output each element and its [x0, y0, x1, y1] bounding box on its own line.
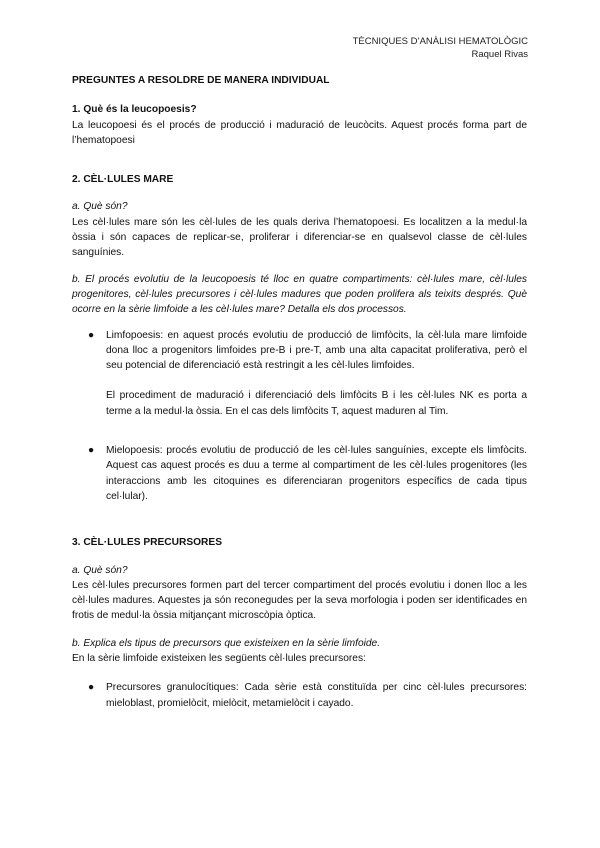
section-3-question-a: a. Què són?: [72, 564, 128, 576]
list-item-limfopoesis: [72, 328, 527, 374]
section-2-bullet-list-2: [72, 443, 527, 504]
page-header: [353, 35, 528, 61]
section-3-bullet-list: [72, 680, 527, 711]
bullet-icon: ●: [88, 682, 95, 694]
section-3-intro-b: En la sèrie limfoide existeixen les següents cèl·lules precursores:: [72, 653, 366, 665]
list-item-precursores-granulocitiques: [72, 680, 527, 711]
bullet-icon: ●: [88, 445, 95, 457]
header-author: Raquel Rivas: [471, 49, 528, 60]
limfopoesis-extra-paragraph: El procediment de maduració i diferenciació dels limfòcits B i les cèl·lules NK es porta a terme a la medul·la òssia. En el cas dels limfòcits T, aquest maduren al Tim.: [106, 390, 527, 417]
bullet-icon: ●: [88, 329, 95, 341]
question-1-heading: 1. Què és la leucopoesis?: [72, 104, 197, 116]
mielopoesis-text: Mielopoesis: procés evolutiu de producció de les cèl·lules sanguínies, excepte els limfòcits. Aquest cas aquest procés es duu a terme al compartiment de les cèl·lules progenitores (les interaccions amb les citoquines es diferenciaran progenitors específics de cada tipus cel·lular).: [106, 445, 527, 502]
section-2-bullet-list: [72, 328, 527, 374]
section-3-answer-a: Les cèl·lules precursores formen part del tercer compartiment del procés evolutiu i donen lloc a les cèl·lules madures. Aquestes ja són reconegudes per la seva morfologia i poden ser identificades en frotis de medul·la òssia mitjançant microscòpia òptica.: [72, 579, 527, 622]
section-2-heading: 2. CÈL·LULES MARE: [72, 174, 174, 186]
section-3-question-b: b. Explica els tipus de precursors que existeixen en la sèrie limfoide.: [72, 637, 381, 649]
section-2-question-b: b. El procés evolutiu de la leucopoesis té lloc en quatre compartiments: cèl·lules mare, cèl·lules progenitores, cèl·lules precursores i cèl·lules madures que poden prolifera als teixits després. Què ocorre en la sèrie limfoide a les cèl·lules mare? Detalla els dos processos.: [72, 273, 527, 316]
limfopoesis-text: Limfopoesis: en aquest procés evolutiu de producció de limfòcits, la cèl·lula mare limfoide dona lloc a progenitors limfoides pre-B i pre-T, amb una alta capacitat proliferativa, però el seu potencial de diferenciació està restringit a les cèl·lules limfoides.: [106, 329, 527, 372]
list-item-mielopoesis: [72, 443, 527, 504]
section-3-heading: 3. CÈL·LULES PRECURSORES: [72, 537, 223, 549]
document-body: [72, 72, 527, 711]
section-2-question-a: a. Què són?: [72, 201, 128, 213]
section-2-answer-a: Les cèl·lules mare són les cèl·lules de les quals deriva l’hematopoesi. Es localitzen a la medul·la òssia i són capaces de replicar-se, proliferar i diferenciar-se en qualsevol classe de cèl·lules sanguínies.: [72, 216, 527, 259]
precursores-granulocitiques-text: Precursores granulocítiques: Cada sèrie està constituïda per cinc cèl·lules precursores: mieloblast, promielòcit, mielòcit, metamielòcit i cayado.: [106, 682, 527, 709]
document-title: PREGUNTES A RESOLDRE DE MANERA INDIVIDUAL: [72, 75, 330, 86]
question-1-answer: La leucopoesi és el procés de producció i maduració de leucòcits. Aquest procés forma part de l’hematopoesi: [72, 119, 527, 146]
header-course-title: TÈCNIQUES D’ANÀLISI HEMATOLÒGIC: [352, 36, 528, 47]
